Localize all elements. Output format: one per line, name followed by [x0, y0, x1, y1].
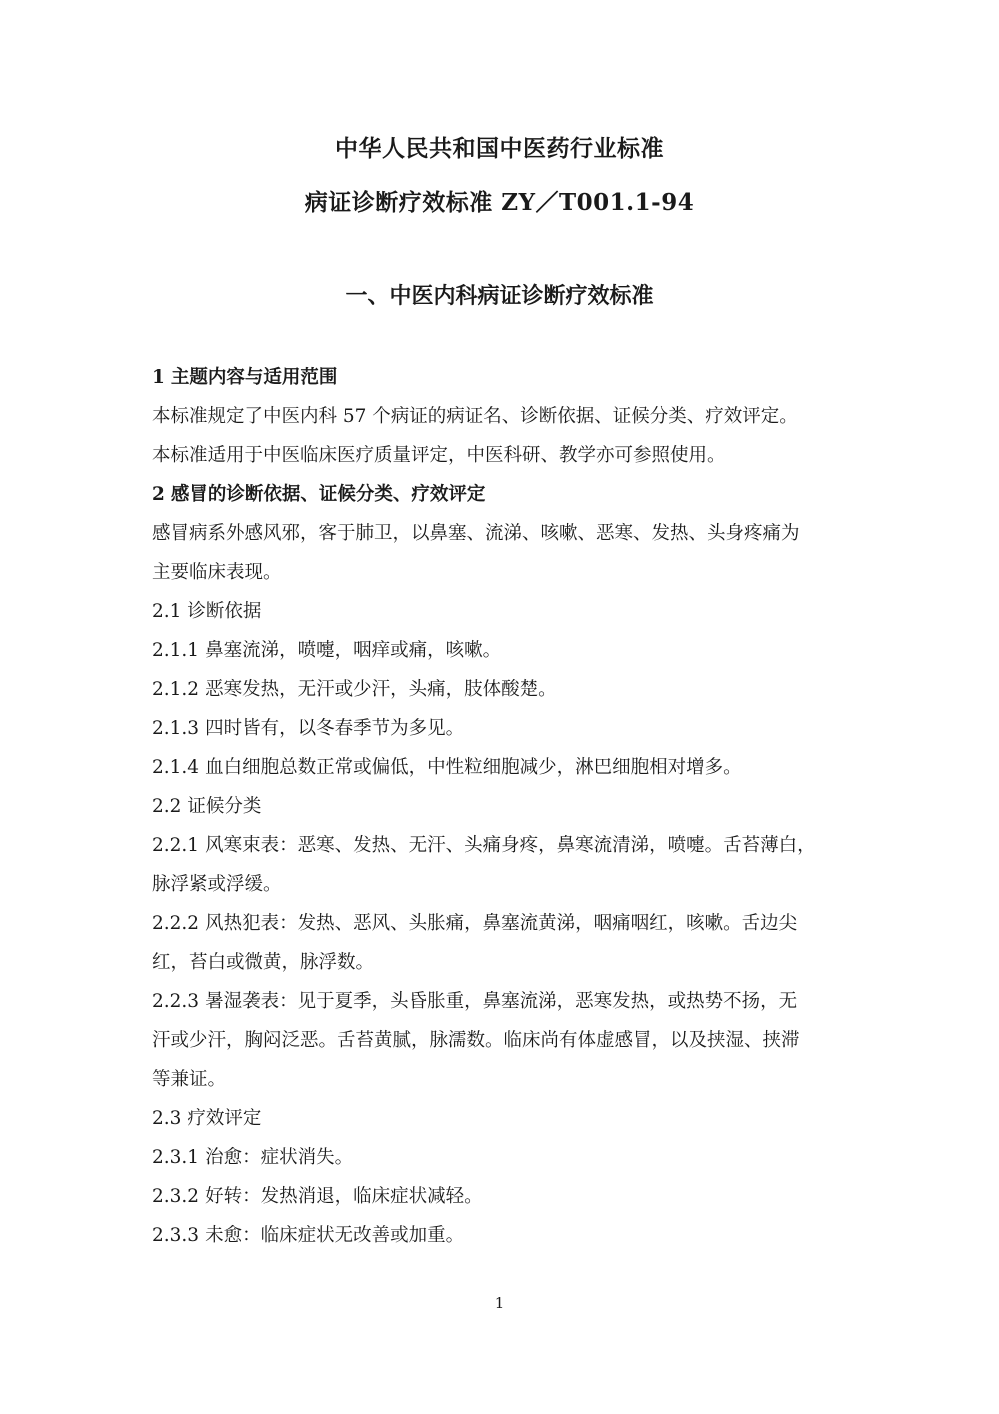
line-number: 2.2.2 [152, 913, 200, 934]
line-number: 2.2 [152, 796, 182, 817]
body-text [152, 358, 857, 1255]
line-text: 感冒的诊断依据、证候分类、疗效评定 [170, 484, 486, 505]
line-text: 红，苔白或微黄，脉浮数。 [152, 952, 375, 973]
page-number: 1 [494, 1294, 505, 1312]
line-number: 2.3.3 [152, 1225, 200, 1246]
body-line [152, 1021, 857, 1060]
line-number: 2.1.2 [152, 679, 200, 700]
line-text: 未愈：临床症状无改善或加重。 [205, 1225, 465, 1246]
line-text: 脉浮紧或浮缓。 [152, 874, 282, 895]
body-line [152, 1099, 857, 1138]
body-line [152, 670, 857, 709]
body-line [152, 865, 857, 904]
body-line [152, 1177, 857, 1216]
line-number: 2.2.3 [152, 991, 200, 1012]
line-text: 风寒束表：恶寒、发热、无汗、头痛身疼，鼻寒流清涕，喷嚏。舌苔薄白， [205, 835, 816, 856]
body-line [152, 709, 857, 748]
line-text: 诊断依据 [187, 601, 262, 622]
body-line [152, 748, 857, 787]
line-text: 主题内容与适用范围 [170, 367, 338, 388]
line-text: 疗效评定 [187, 1108, 262, 1129]
line-text: 证候分类 [187, 796, 262, 817]
line-number: 2.3.1 [152, 1147, 200, 1168]
body-line [152, 631, 857, 670]
body-line [152, 1060, 857, 1099]
body-line [152, 904, 857, 943]
line-text: 风热犯表：发热、恶风、头胀痛，鼻塞流黄涕，咽痛咽红，咳嗽。舌边尖 [205, 913, 798, 934]
line-text: 本标准规定了中医内科 57 个病证的病证名、诊断依据、证候分类、疗效评定。 [152, 406, 798, 427]
line-text: 治愈：症状消失。 [205, 1147, 354, 1168]
line-text: 四时皆有，以冬春季节为多见。 [205, 718, 465, 739]
line-number: 2.1 [152, 601, 182, 622]
line-text: 等兼证。 [152, 1069, 227, 1090]
body-line [152, 397, 857, 436]
line-number: 2.3 [152, 1108, 182, 1129]
line-text: 好转：发热消退，临床症状减轻。 [205, 1186, 483, 1207]
line-number: 1 [152, 367, 165, 388]
body-line [152, 475, 857, 514]
body-line [152, 553, 857, 592]
section-heading: 一、中医内科病证诊断疗效标准 [345, 283, 654, 309]
line-text: 主要临床表现。 [152, 562, 282, 583]
line-text: 汗或少汗，胸闷泛恶。舌苔黄腻，脉濡数。临床尚有体虚感冒，以及挟湿、挟滞 [152, 1030, 800, 1051]
line-text: 恶寒发热，无汗或少汗，头痛，肢体酸楚。 [205, 679, 557, 700]
title-line-2: 病证诊断疗效标准 ZY／T001.1-94 [304, 189, 695, 216]
body-line [152, 514, 857, 553]
line-text: 暑湿袭表：见于夏季，头昏胀重，鼻塞流涕，恶寒发热，或热势不扬，无 [205, 991, 798, 1012]
body-line [152, 826, 857, 865]
line-number: 2.1.4 [152, 757, 200, 778]
title-line-1: 中华人民共和国中医药行业标准 [335, 135, 664, 162]
line-text: 鼻塞流涕，喷嚏，咽痒或痛，咳嗽。 [205, 640, 502, 661]
body-line [152, 943, 857, 982]
body-line [152, 358, 857, 397]
line-number: 2.1.1 [152, 640, 200, 661]
body-line [152, 1138, 857, 1177]
body-line [152, 1216, 857, 1255]
line-text: 本标准适用于中医临床医疗质量评定，中医科研、教学亦可参照使用。 [152, 445, 726, 466]
line-number: 2.2.1 [152, 835, 200, 856]
line-number: 2.3.2 [152, 1186, 200, 1207]
body-line [152, 592, 857, 631]
body-line [152, 436, 857, 475]
body-line [152, 982, 857, 1021]
line-number: 2 [152, 484, 165, 505]
body-line [152, 787, 857, 826]
line-number: 2.1.3 [152, 718, 200, 739]
line-text: 血白细胞总数正常或偏低，中性粒细胞减少，淋巴细胞相对增多。 [205, 757, 742, 778]
line-text: 感冒病系外感风邪，客于肺卫，以鼻塞、流涕、咳嗽、恶寒、发热、头身疼痛为 [152, 523, 800, 544]
